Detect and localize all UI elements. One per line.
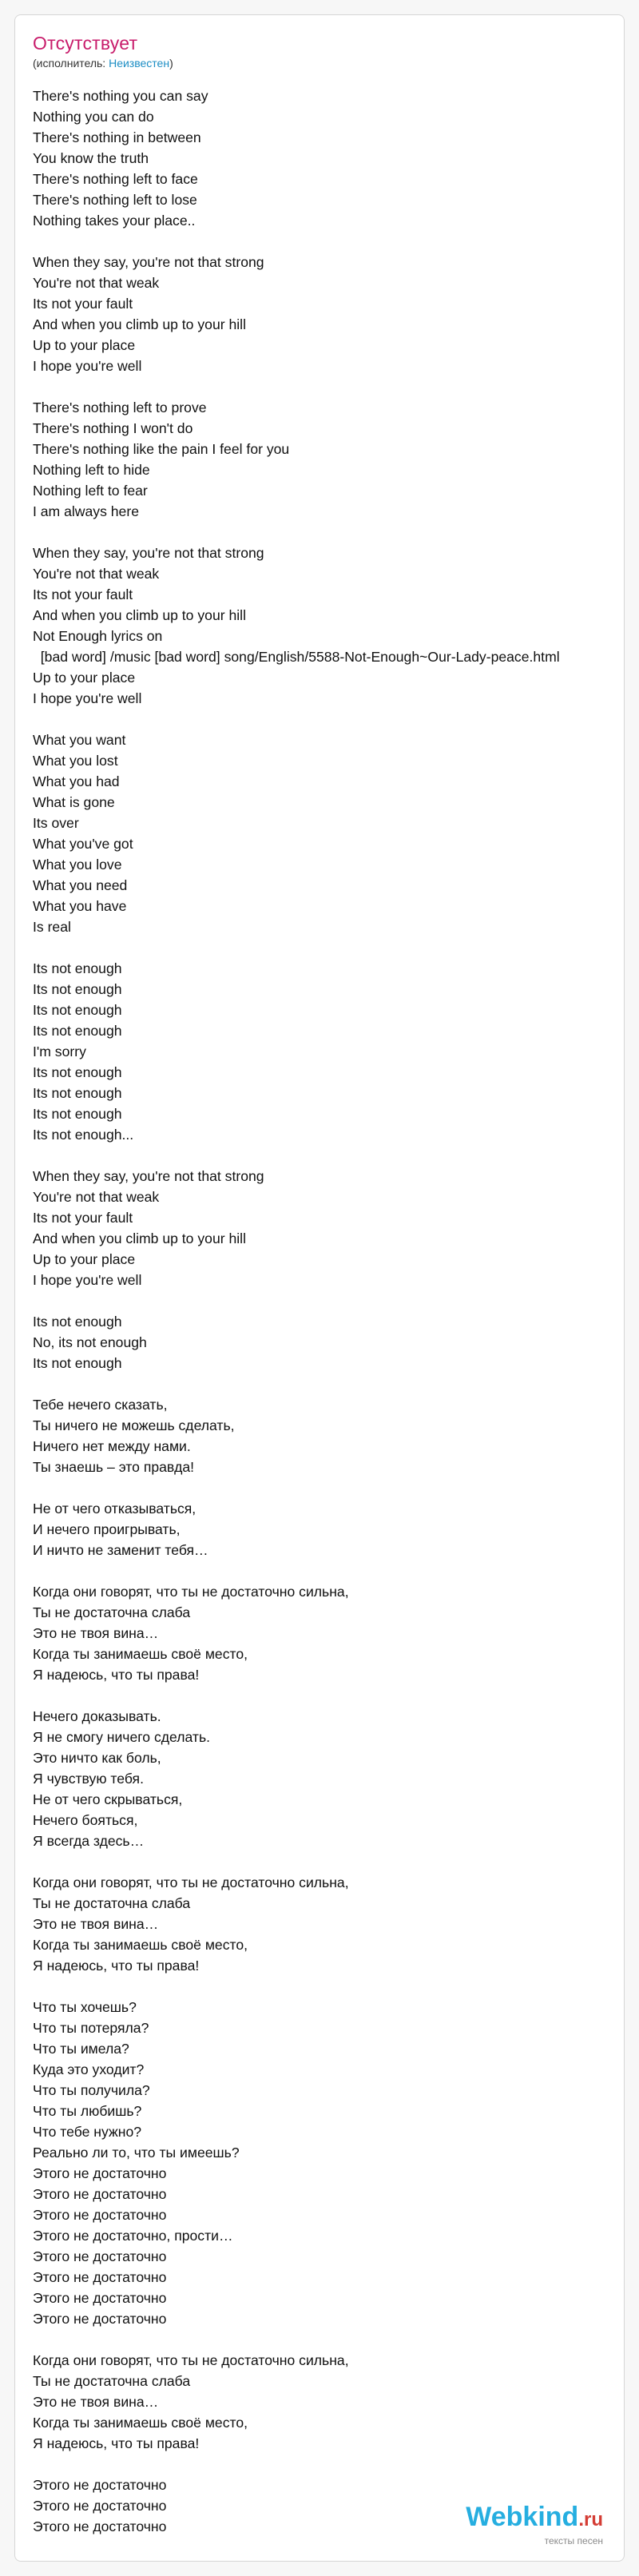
lyric-line: There's nothing like the pain I feel for you [33,441,290,457]
lyric-line: Нечего доказывать. [33,1708,161,1724]
lyric-line: No, its not enough [33,1334,147,1350]
stanza-break [33,1560,624,1581]
lyric-line: Это не твоя вина… [33,1916,159,1932]
lyrics-card [14,14,625,2562]
lyric-line: Its not enough [33,1023,122,1039]
lyric-line: Ты не достаточна слаба [33,1895,191,1911]
lyric-line: Its not enough [33,960,122,976]
lyrics-body [33,85,624,2537]
lyric-line: There's nothing I won't do [33,420,193,436]
lyric-line: Не от чего скрываться, [33,1791,183,1807]
lyric-line: Its not your fault [33,296,133,312]
lyric-line: You're not that weak [33,275,160,291]
lyric-line: When they say, you're not that strong [33,545,264,561]
lyric-line: Its not enough [33,981,122,997]
lyric-line: Ты ничего не можешь сделать, [33,1417,235,1433]
lyric-line: Up to your place [33,1251,136,1267]
lyric-line: There's nothing left to face [33,171,198,187]
lyric-line: Когда они говорят, что ты не достаточно сильна, [33,1584,349,1600]
stanza-break [33,1290,624,1311]
logo-name: Webkind [466,2502,579,2532]
lyric-line: What is gone [33,794,115,810]
lyric-line: What you've got [33,836,133,852]
lyric-line: Я не смогу ничего сделать. [33,1729,211,1745]
lyric-line: Что тебе нужно? [33,2124,142,2140]
logo-tld: .ru [578,2509,603,2530]
site-logo[interactable] [466,2503,603,2546]
lyric-line: And when you climb up to your hill [33,607,246,623]
lyric-line: Что ты хочешь? [33,1999,137,2015]
lyric-line: Ты не достаточна слаба [33,1604,191,1620]
lyric-line: Is real [33,919,71,935]
logo-wordmark [466,2503,603,2534]
lyric-line: When they say, you're not that strong [33,1168,264,1184]
lyric-line: Я всегда здесь… [33,1833,145,1849]
lyric-line: И ничто не заменит тебя… [33,1542,208,1558]
lyric-line: What you had [33,773,120,789]
lyric-line: I'm sorry [33,1044,86,1059]
lyric-line: There's nothing left to lose [33,192,197,208]
lyric-line: Этого не достаточно [33,2518,167,2534]
lyric-line: You're not that weak [33,566,160,582]
lyric-line: Ты не достаточна слаба [33,2373,191,2389]
lyric-line: Когда ты занимаешь своё место, [33,1646,248,1662]
lyric-line: Я надеюсь, что ты права! [33,1958,200,1974]
lyric-line: Куда это уходит? [33,2061,145,2077]
stanza-break [33,709,624,729]
stanza-break [33,1976,624,1997]
lyric-line: Этого не достаточно [33,2269,167,2285]
lyric-line: Its not your fault [33,1210,133,1226]
stanza-break [33,1477,624,1498]
lyric-line: Nothing left to hide [33,462,150,478]
logo-tagline: тексты песен [544,2535,603,2546]
lyric-line: Этого не достаточно [33,2290,167,2306]
lyric-line: What you lost [33,753,118,769]
lyric-line: Этого не достаточно, прости… [33,2228,233,2244]
stanza-break [33,1685,624,1706]
lyric-line: Its not enough [33,1064,122,1080]
lyric-line: Its not enough [33,1106,122,1122]
lyric-line: You know the truth [33,150,149,166]
lyric-line: Its not your fault [33,586,133,602]
lyric-line: И нечего проигрывать, [33,1521,181,1537]
stanza-break [33,2329,624,2350]
lyric-line: Когда они говорят, что ты не достаточно сильна, [33,1874,349,1890]
lyric-line: Это не твоя вина… [33,2394,159,2410]
song-title: Отсутствует [33,33,138,54]
lyric-line: What you need [33,877,128,893]
lyric-line: Ничего нет между нами. [33,1438,191,1454]
lyric-line: Nothing takes your place.. [33,213,196,229]
lyric-line: Этого не достаточно [33,2165,167,2181]
stanza-break [33,1373,624,1394]
lyric-line: What you want [33,732,126,748]
lyric-line: When they say, you're not that strong [33,254,264,270]
lyric-line: Что ты имела? [33,2041,129,2057]
stanza-break [33,231,624,252]
lyric-line: Когда ты занимаешь своё место, [33,2415,248,2431]
lyric-line: Этого не достаточно [33,2207,167,2223]
lyric-line: Its not enough [33,1002,122,1018]
lyric-line: Я надеюсь, что ты права! [33,2435,200,2451]
lyric-line: I hope you're well [33,358,142,374]
lyric-line: Its not enough... [33,1127,134,1143]
lyric-line: Что ты любишь? [33,2103,142,2119]
lyric-line: There's nothing in between [33,129,201,145]
lyric-line: You're not that weak [33,1189,160,1205]
lyric-line: Its not enough [33,1085,122,1101]
lyric-line: Not Enough lyrics on [33,628,163,644]
lyric-line: Этого не достаточно [33,2186,167,2202]
lyric-line: Ты знаешь – это правда! [33,1459,195,1475]
artist-suffix: ) [169,57,173,70]
stanza-break [33,1851,624,1872]
lyric-line: Этого не достаточно [33,2477,167,2493]
stanza-break [33,522,624,543]
lyric-line: What you have [33,898,127,914]
stanza-break [33,2454,624,2475]
lyric-line: [bad word] /music [bad word] song/English/5588-Not-Enough~Our-Lady-peace.html [33,649,560,665]
artist-link[interactable]: Неизвестен [109,57,170,70]
artist-line [33,57,173,70]
stanza-break [33,376,624,397]
lyric-line: Its not enough [33,1314,122,1330]
lyric-line: There's nothing left to prove [33,400,207,415]
lyric-line: Этого не достаточно [33,2311,167,2327]
lyric-line: Nothing you can do [33,109,154,125]
lyric-line: Реально ли то, что ты имеешь? [33,2145,240,2161]
stanza-break [33,937,624,958]
lyric-line: What you love [33,857,122,873]
lyric-line: Тебе нечего сказать, [33,1397,168,1413]
lyric-line: Это ничто как боль, [33,1750,161,1766]
lyric-line: And when you climb up to your hill [33,316,246,332]
lyric-line: I am always here [33,503,139,519]
lyric-line: Its not enough [33,1355,122,1371]
lyric-line: I hope you're well [33,690,142,706]
lyric-line: Я надеюсь, что ты права! [33,1667,200,1683]
lyric-line: Nothing left to fear [33,483,148,499]
stanza-break [33,1145,624,1166]
lyric-line: Этого не достаточно [33,2248,167,2264]
lyric-line: Up to your place [33,337,136,353]
lyric-line: Это не твоя вина… [33,1625,159,1641]
lyric-line: And when you climb up to your hill [33,1230,246,1246]
lyric-line: Я чувствую тебя. [33,1771,144,1787]
lyric-line: Не от чего отказываться, [33,1501,196,1517]
lyric-line: Когда они говорят, что ты не достаточно сильна, [33,2352,349,2368]
lyric-line: Up to your place [33,670,136,686]
lyric-line: Что ты потеряла? [33,2020,149,2036]
lyric-line: Its over [33,815,79,831]
lyric-line: Этого не достаточно [33,2498,167,2514]
lyric-line: Когда ты занимаешь своё место, [33,1937,248,1953]
artist-prefix: (исполнитель: [33,57,109,70]
lyric-line: Нечего бояться, [33,1812,138,1828]
lyric-line: Что ты получила? [33,2082,150,2098]
lyric-line: There's nothing you can say [33,88,208,104]
lyric-line: I hope you're well [33,1272,142,1288]
